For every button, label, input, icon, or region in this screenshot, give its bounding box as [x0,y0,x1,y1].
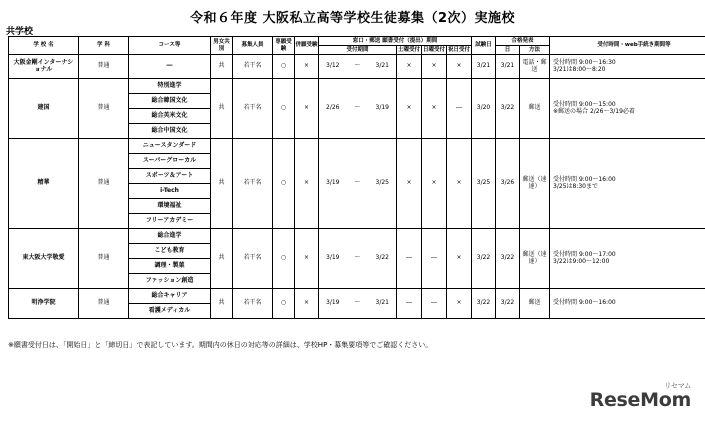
period-to-cell: 3/22 [369,229,397,289]
header-sun: 日曜受付 [422,46,445,53]
result-day-cell: 3/22 [496,79,520,139]
header-coed: 男女共別 [211,37,233,55]
single-cell: ○ [273,55,295,79]
parallel-cell: × [295,289,319,319]
parallel-cell: × [295,229,319,289]
header-quota: 募集人員 [233,37,273,55]
header-holiday: 祝日受付 [448,46,471,53]
coed-cell: 共 [211,229,233,289]
school-name: 東大阪大学敬愛 [9,229,79,289]
school-name: 明浄学院 [9,289,79,319]
holiday-cell: × [447,55,472,79]
header-sat: 土曜受付 [397,46,420,53]
result-method-cell: 郵送（速達） [520,139,550,229]
sun-cell: ― [422,289,447,319]
coed-cell: 共 [211,139,233,229]
parallel-cell: × [295,55,319,79]
header-result-group: 合格発表 [496,37,550,46]
header-subject: 学 科 [79,37,129,55]
course-cell: ファッション創造 [129,274,211,289]
period-to-cell: 3/21 [369,55,397,79]
header-parallel: 併願受験 [295,37,319,55]
result-method-cell: 郵送 [520,289,550,319]
table-row [9,79,705,94]
table-row [9,139,705,154]
web-info-cell: 受付時間 9:00～17:00 3/22は9:00～12:00 [550,229,705,289]
sat-cell: × [397,139,422,229]
table-body [9,55,705,319]
quota-cell: 若干名 [233,79,273,139]
sun-cell: × [422,139,447,229]
exam-date-cell: 3/22 [472,229,496,289]
course-cell: ― [129,55,211,79]
recruitment-table [8,36,705,319]
course-cell: 総合キャリア [129,289,211,304]
single-cell: ○ [273,139,295,229]
course-cell: スポーツ＆アート [129,169,211,184]
period-tilde-cell: ～ [347,139,369,229]
subject-cell: 普通 [79,229,129,289]
header-result-method: 方法 [520,46,550,55]
course-cell: スーパーグローカル [129,154,211,169]
header-course: コース等 [129,37,211,55]
period-tilde-cell: ～ [347,289,369,319]
exam-date-cell: 3/20 [472,79,496,139]
result-method-cell: 郵送（速達） [520,229,550,289]
course-cell: 総合中国文化 [129,124,211,139]
web-info-cell: 受付時間 9:00～16:00 3/25は8:30まで [550,139,705,229]
logo-text: ReseMom [589,389,691,411]
course-cell: 総合進学 [129,229,211,244]
period-from-cell: 3/12 [319,55,347,79]
web-info-cell: 受付時間 9:00～16:00 [550,289,705,319]
quota-cell: 若干名 [233,55,273,79]
sun-cell: ― [422,229,447,289]
period-to-cell: 3/19 [369,79,397,139]
school-name: 大阪金剛インターナショナル [9,55,79,79]
parallel-cell: × [295,139,319,229]
sat-cell: × [397,79,422,139]
sun-cell: × [422,79,447,139]
subject-cell: 普通 [79,289,129,319]
section-label: 共学校 [6,27,34,37]
footnote: ※願書受付日は、「開始日」と「締切日」で表記しています。期間内の休日の対応等の詳細は、学校HP・募集要項等でご確認ください。 [8,341,433,349]
result-day-cell: 3/22 [496,289,520,319]
header-application-group: 窓口・郵送 願書受付（提出）期間 [319,37,472,46]
sat-cell: ― [397,229,422,289]
course-cell: i-Tech [129,184,211,199]
exam-date-cell: 3/22 [472,289,496,319]
course-cell: 調理・製菓 [129,259,211,274]
subject-cell: 普通 [79,55,129,79]
parallel-cell: × [295,79,319,139]
single-cell: ○ [273,289,295,319]
sun-cell: × [422,55,447,79]
period-to-cell: 3/25 [369,139,397,229]
sat-cell: × [397,55,422,79]
course-cell: 総合韓国文化 [129,94,211,109]
web-info-cell: 受付時間 9:00～15:00 ※郵送の場合 2/26～3/19必着 [550,79,705,139]
course-cell: 看護メディカル [129,304,211,319]
holiday-cell: × [447,139,472,229]
result-method-cell: 電話・郵送 [520,55,550,79]
single-cell: ○ [273,79,295,139]
header-app-period: 受付期間 [319,46,397,55]
single-cell: ○ [273,229,295,289]
table-header [9,37,705,55]
quota-cell: 若干名 [233,229,273,289]
result-day-cell: 3/21 [496,55,520,79]
header-school: 学 校 名 [9,37,79,55]
header-result-day: 日 [496,46,520,55]
course-cell: 総合英米文化 [129,109,211,124]
period-from-cell: 2/26 [319,79,347,139]
quota-cell: 若干名 [233,289,273,319]
course-cell: 環境福祉 [129,199,211,214]
period-tilde-cell: ～ [347,79,369,139]
coed-cell: 共 [211,79,233,139]
period-tilde-cell: ～ [347,229,369,289]
school-name: 精華 [9,139,79,229]
school-name: 建国 [9,79,79,139]
period-tilde-cell: ～ [347,55,369,79]
resemom-logo [589,382,691,411]
exam-date-cell: 3/25 [472,139,496,229]
coed-cell: 共 [211,289,233,319]
holiday-cell: × [447,229,472,289]
course-cell: こども教育 [129,244,211,259]
result-method-cell: 郵送 [520,79,550,139]
period-from-cell: 3/19 [319,229,347,289]
period-to-cell: 3/21 [369,289,397,319]
logo-mark: リセマム [664,382,691,390]
table-row [9,55,705,79]
holiday-cell: × [447,289,472,319]
result-day-cell: 3/22 [496,229,520,289]
coed-cell: 共 [211,55,233,79]
header-web: 受付時間・web手続き期間等 [550,37,705,55]
exam-date-cell: 3/21 [472,55,496,79]
web-info-cell: 受付時間 9:00～16:30 3/21は8:00～8:20 [550,55,705,79]
subject-cell: 普通 [79,79,129,139]
header-single: 専願受験 [273,37,295,55]
sat-cell: ― [397,289,422,319]
period-from-cell: 3/19 [319,289,347,319]
course-cell: 特別進学 [129,79,211,94]
period-from-cell: 3/19 [319,139,347,229]
course-cell: フリーアカデミー [129,214,211,229]
page-title: 令和６年度 大阪私立高等学校生徒募集（2次）実施校 [189,11,516,26]
subject-cell: 普通 [79,139,129,229]
quota-cell: 若干名 [233,139,273,229]
table-row [9,229,705,244]
table-row [9,289,705,304]
holiday-cell: ― [447,79,472,139]
result-day-cell: 3/26 [496,139,520,229]
course-cell: ニュースタンダード [129,139,211,154]
header-exam: 試験日 [472,37,496,55]
